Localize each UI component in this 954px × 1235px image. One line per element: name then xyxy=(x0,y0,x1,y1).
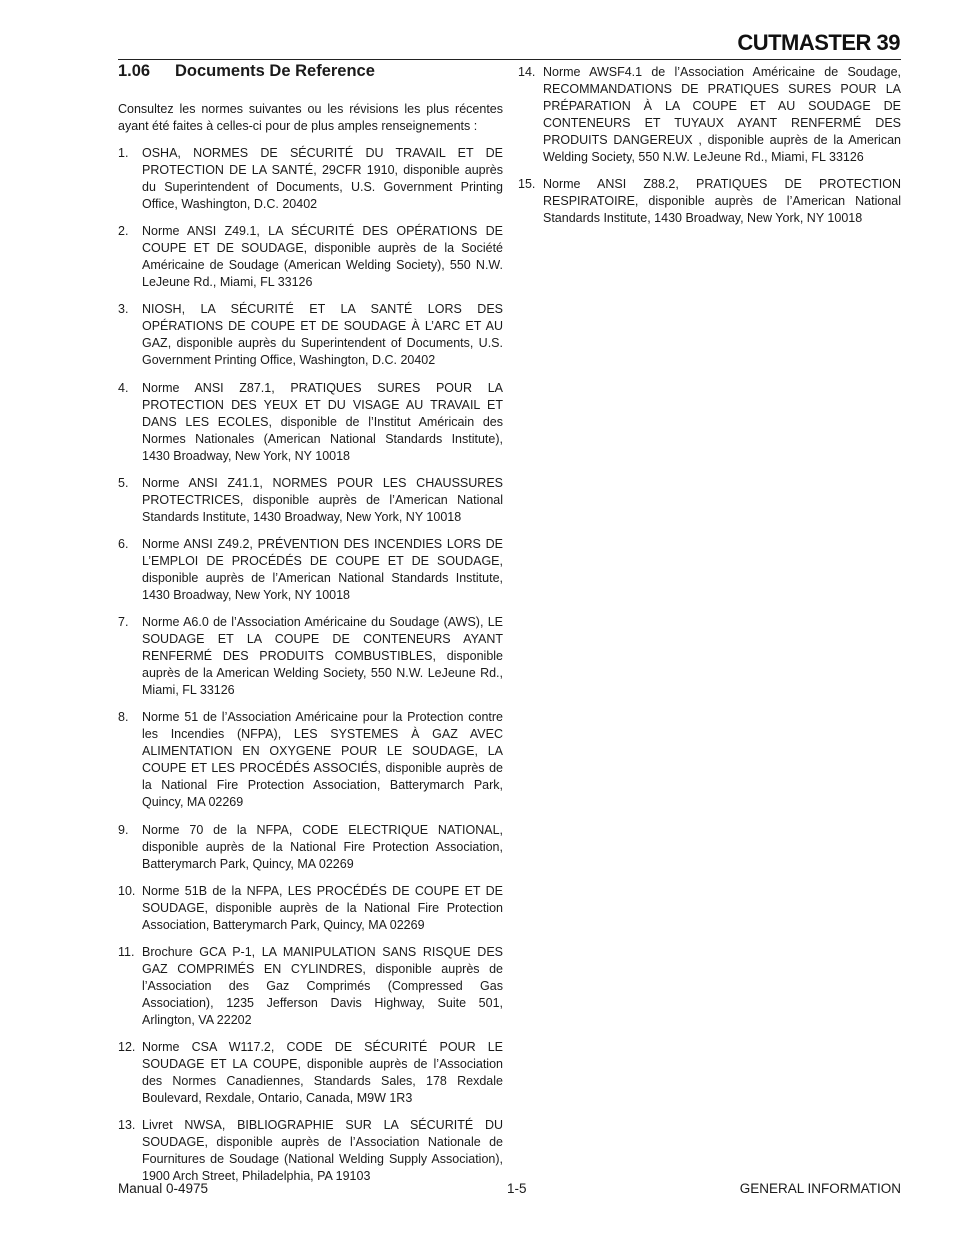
reference-text: Norme CSA W117.2, CODE DE SÉCURITÉ POUR LE SOUDAGE ET LA COUPE, disponible auprès de l’Association des Normes Canadiennes, Standards Sales, 178 Rexdale Boulevard, Rexdale, Ontario, Canada, M9W 1R3 xyxy=(142,1040,503,1106)
reference-number: 14. xyxy=(518,65,536,79)
section-number: 1.06 xyxy=(118,62,151,80)
reference-text: Brochure GCA P-1, LA MANIPULATION SANS RISQUE DES GAZ COMPRIMÉS EN CYLINDRES, disponible auprès de l’Association des Gaz Comprimés (Compressed Gas Association), 1235 Jefferson Davis Highway, Suite 501, Arlington, VA 22202 xyxy=(142,944,503,1027)
reference-number: 8. xyxy=(118,710,129,725)
reference-text: Norme ANSI Z49.1, LA SÉCURITÉ DES OPÉRATIONS DE COUPE ET DE SOUDAGE, disponible auprès de la Société Américaine de Soudage (American Welding Society), 550 N.W. LeJeune Rd., Miami, FL 33126 xyxy=(142,224,503,290)
reference-item xyxy=(118,223,503,291)
footer-section-name: GENERAL INFORMATION xyxy=(739,1181,901,1196)
reference-number: 3. xyxy=(118,302,129,317)
reference-item xyxy=(118,536,503,604)
reference-item xyxy=(118,944,503,1029)
reference-number: 12. xyxy=(118,1040,136,1055)
page-header-title: CUTMASTER 39 xyxy=(737,30,900,55)
reference-text: Norme ANSI Z88.2, PRATIQUES DE PROTECTION RESPIRATOIRE, disponible auprès de l’American National Standards Institute, 1430 Broadway, New York, NY 10018 xyxy=(543,177,901,225)
reference-item xyxy=(118,475,503,526)
section-intro: Consultez les normes suivantes ou les révisions les plus récentes ayant été faites à celles-ci pour de plus amples renseignements : xyxy=(118,102,503,133)
section-title: Documents De Reference xyxy=(175,62,375,80)
reference-text: Norme ANSI Z87.1, PRATIQUES SURES POUR LA PROTECTION DES YEUX ET DU VISAGE AU TRAVAIL ET DANS LES ECOLES, disponible de l’Institut Américain des Normes Nationales (American National Standards Institute), 1430 Broadway, New York, NY 10018 xyxy=(142,380,503,463)
reference-number: 5. xyxy=(118,475,129,490)
reference-number: 10. xyxy=(118,883,136,898)
reference-item xyxy=(118,709,503,811)
reference-item xyxy=(118,822,503,873)
reference-item xyxy=(118,1039,503,1107)
section-heading xyxy=(118,60,503,81)
reference-number: 15. xyxy=(518,177,536,191)
reference-number: 6. xyxy=(118,536,129,551)
reference-text: NIOSH, LA SÉCURITÉ ET LA SANTÉ LORS DES OPÉRATIONS DE COUPE ET DE SOUDAGE À L’ARC ET AU GAZ, disponible auprès du Superintendent of Documents, U.S. Government Printing Office, Washington, D.C. 20402 xyxy=(142,302,503,368)
reference-item xyxy=(118,380,503,465)
left-column xyxy=(118,60,503,1195)
reference-text: Norme ANSI Z41.1, NORMES POUR LES CHAUSSURES PROTECTRICES, disponible auprès de l’American National Standards Institute, 1430 Broadway, New York, NY 10018 xyxy=(142,475,503,524)
reference-item xyxy=(118,1117,503,1185)
reference-number: 2. xyxy=(118,224,129,239)
reference-number: 1. xyxy=(118,146,129,160)
reference-number: 11. xyxy=(118,944,135,959)
reference-text: Norme A6.0 de l’Association Américaine du Soudage (AWS), LE SOUDAGE ET LA COUPE DE CONTENEURS AYANT RENFERMÉ DES PRODUITS COMBUSTIBLES, disponible auprès de la American Welding Society, 550 N.W. LeJeune Rd., Miami, FL 33126 xyxy=(142,615,503,698)
reference-list-left xyxy=(118,145,503,1185)
reference-list-right xyxy=(518,64,901,227)
reference-text: Norme AWSF4.1 de l’Association Américaine de Soudage, RECOMMANDATIONS DE PRATIQUES SURES POUR LA PRÉPARATION À LA COUPE ET AU SOUDAGE DE CONTENEURS ET TUYAUX AYANT RENFERMÉ DES PRODUITS DANGEREUX , disponible auprès de la American Welding Society, 550 N.W. LeJeune Rd., Miami, FL 33126 xyxy=(543,65,901,164)
reference-text: Norme 51B de la NFPA, LES PROCÉDÉS DE COUPE ET DE SOUDAGE, disponible auprès de la National Fire Protection Association, Batterymarch Park, Quincy, MA 02269 xyxy=(142,883,503,932)
right-column xyxy=(518,64,901,237)
reference-number: 4. xyxy=(118,380,129,395)
reference-item xyxy=(518,176,901,227)
reference-number: 9. xyxy=(118,822,129,837)
reference-text: Livret NWSA, BIBLIOGRAPHIE SUR LA SÉCURITÉ DU SOUDAGE, disponible auprès de l’Association Nationale de Fournitures de Soudage (National Welding Supply Association), 1900 Arch Street, Philadelphia, PA 19103 xyxy=(142,1118,503,1184)
reference-item xyxy=(118,145,503,213)
reference-item xyxy=(118,883,503,934)
reference-text: Norme ANSI Z49.2, PRÉVENTION DES INCENDIES LORS DE L’EMPLOI DE PROCÉDÉS DE COUPE ET DE SOUDAGE, disponible auprès de l’American National Standards Institute, 1430 Broadway, New York, NY 10018 xyxy=(142,536,503,602)
reference-text: Norme 70 de la NFPA, CODE ELECTRIQUE NATIONAL, disponible auprès de la National Fire Protection Association, Batterymarch Park, Quincy, MA 02269 xyxy=(142,822,503,871)
reference-item xyxy=(118,301,503,369)
reference-item xyxy=(518,64,901,166)
reference-text: Norme 51 de l’Association Américaine pour la Protection contre les Incendies (NFPA), LES SYSTEMES À GAZ AVEC ALIMENTATION EN OXYGENE POUR LE SOUDAGE, LA COUPE ET LES PROCÉDÉS ASSOCIÉS, disponible auprès de la National Fire Protection Association, Batterymarch Park, Quincy, MA 02269 xyxy=(142,710,503,810)
footer-page-number: 1-5 xyxy=(507,1181,527,1196)
footer-manual-number: Manual 0-4975 xyxy=(118,1181,209,1196)
reference-item xyxy=(118,614,503,699)
reference-number: 7. xyxy=(118,615,129,630)
reference-text: OSHA, NORMES DE SÉCURITÉ DU TRAVAIL ET DE PROTECTION DE LA SANTÉ, 29CFR 1910, disponible auprès du Superintendent of Documents, U.S. Government Printing Office, Washington, D.C. 20402 xyxy=(142,146,503,211)
reference-number: 13. xyxy=(118,1118,136,1133)
